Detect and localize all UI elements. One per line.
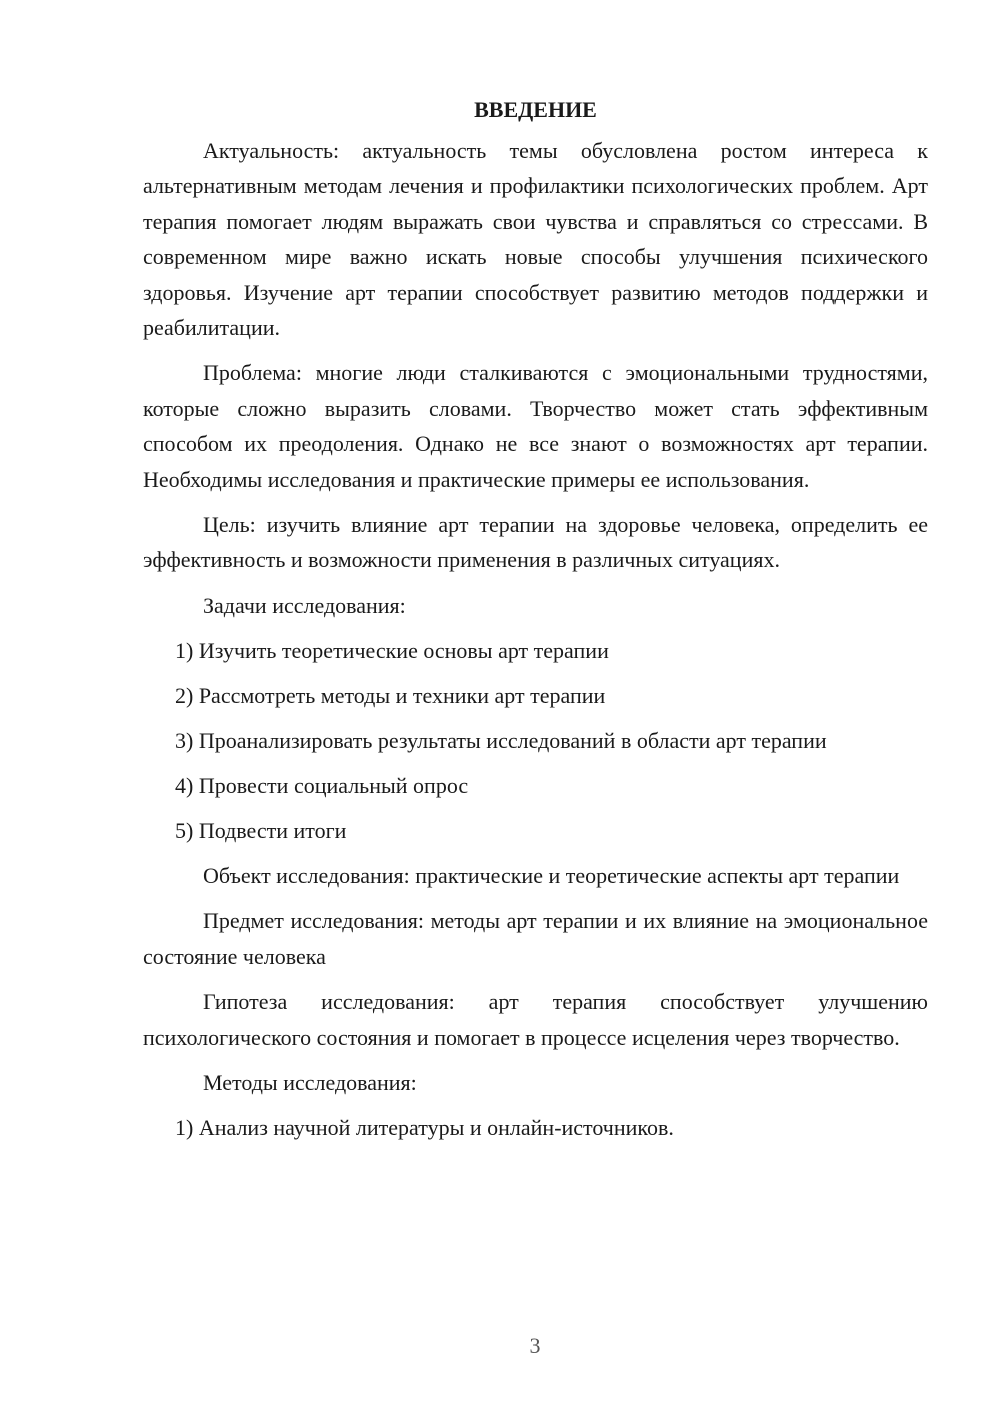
hypothesis-paragraph: Гипотеза исследования: арт терапия способствует улучшению психологического состояния и помогает в процессе исцеления через творчество. [143,989,928,1050]
subject-paragraph: Предмет исследования: методы арт терапии и их влияние на эмоциональное состояние человека [143,908,928,969]
methods-list [143,1110,928,1145]
tasks-label: Задачи исследования: [203,592,406,618]
task-item: 5) Подвести итоги [175,817,347,843]
problem-paragraph: Проблема: многие люди сталкиваются с эмоциональными трудностями, которые сложно выразить словами. Творчество может стать эффективным способом их преодоления. Однако не все знают о возможностях арт терапии. Необходимы исследования и практические примеры ее использования. [143,360,928,492]
section-title: ВВЕДЕНИЕ [474,97,597,122]
goal-paragraph: Цель: изучить влияние арт терапии на здоровье человека, определить ее эффективность и возможности применения в различных ситуациях. [143,512,928,573]
method-item: 1) Анализ научной литературы и онлайн-источников. [175,1114,674,1140]
tasks-list [143,633,928,848]
page-content [143,92,928,1155]
relevance-paragraph: Актуальность: актуальность темы обусловлена ростом интереса к альтернативным методам лечения и профилактики психологических проблем. Арт терапия помогает людям выражать свои чувства и справляться со стрессами. В современном мире важно искать новые способы улучшения психического здоровья. Изучение арт терапии способствует развитию методов поддержки и реабилитации. [143,138,928,341]
task-item: 3) Проанализировать результаты исследований в области арт терапии [175,727,827,753]
task-item: 2) Рассмотреть методы и техники арт терапии [175,682,606,708]
methods-label: Методы исследования: [203,1069,417,1095]
task-item: 1) Изучить теоретические основы арт терапии [175,637,609,663]
object-paragraph: Объект исследования: практические и теоретические аспекты арт терапии [203,862,900,888]
task-item: 4) Провести социальный опрос [175,772,469,798]
page-number: 3 [529,1333,541,1358]
